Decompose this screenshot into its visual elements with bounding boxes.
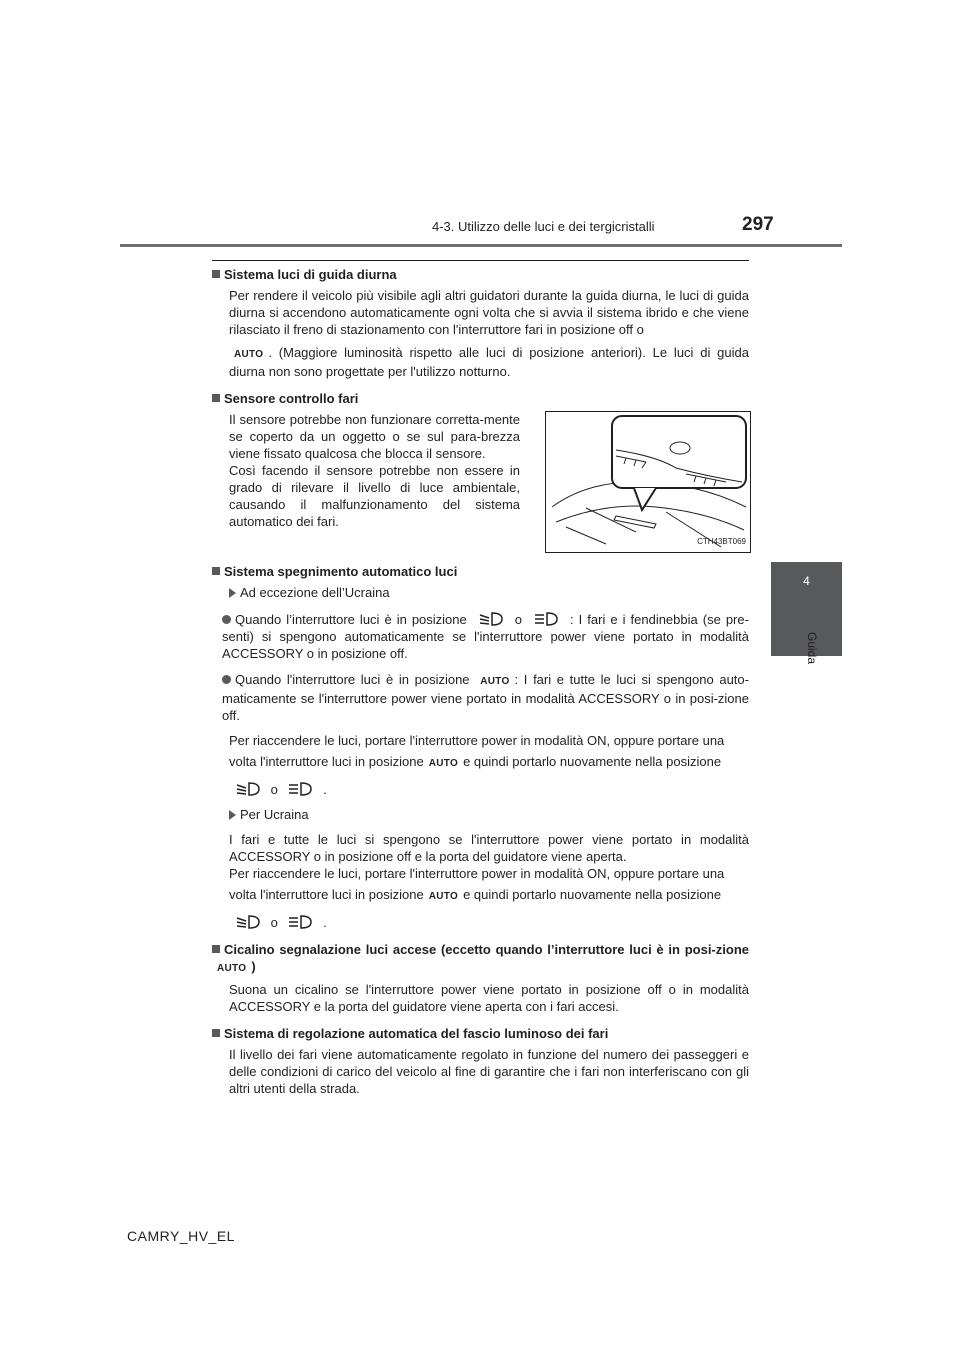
square-bullet-icon bbox=[212, 270, 220, 278]
paragraph: Per rendere il veicolo più visibile agli altri guidatori durante la guida diurna, le luci di guida diurna si accendono automaticamente ogni volta che si avvia il sistema ibrido e che viene rilasciato il freno di stazionamento con l'interruttore fari in posizione off o AUTO . (Maggiore luminosità rispetto alle luci di posizione anteriori). Le luci di guida diurna non sono progettate per l'utilizzo notturno. bbox=[229, 288, 749, 379]
auto-icon: AUTO bbox=[428, 891, 459, 902]
square-bullet-icon bbox=[212, 394, 220, 402]
section-title: Sistema luci di guida diurna bbox=[212, 266, 749, 283]
page-number: 297 bbox=[742, 214, 774, 235]
paragraph: Il livello dei fari viene automaticamente regolato in funzione del numero dei passeggeri e delle condizioni di carico del veicolo al fine di garantire che i fari non interferiscano con gli altri utenti della strada. bbox=[229, 1047, 749, 1096]
auto-icon: AUTO bbox=[234, 349, 264, 360]
paragraph: I fari e tutte le luci si spengono se l'interruttore power viene portato in modalità ACCESSORY o in posizione off e la porta del guidatore viene aperta. Per riaccendere le luci, portare l'interruttore power in modalità ON, oppure portare una volta l'interruttore luci in posizione AUTO e quindi portarlo nuovamente nella posizione o . bbox=[229, 832, 749, 930]
header-rule bbox=[120, 244, 842, 247]
footer-model-code: CAMRY_HV_EL bbox=[127, 1228, 235, 1244]
sensor-text: Il sensore potrebbe non funzionare corretta-mente se coperto da un oggetto o se sul para-brezza viene fissato qualcosa che blocca il sensore. Così facendo il sensore potrebbe non essere in grado di rilevare il livello di luce ambientale, causando il malfunzionamento del sistema automatico dei fari. bbox=[229, 412, 520, 529]
headlight-dipped-icon bbox=[476, 610, 506, 628]
auto-icon: AUTO bbox=[217, 963, 247, 974]
headlight-dipped-icon bbox=[233, 780, 263, 798]
auto-icon: AUTO bbox=[480, 676, 510, 687]
square-bullet-icon bbox=[212, 945, 220, 953]
headlight-main-icon bbox=[285, 913, 315, 931]
sensor-illustration bbox=[545, 411, 751, 553]
headlight-dipped-icon bbox=[233, 913, 263, 931]
chapter-label: Guida bbox=[805, 632, 819, 665]
bullet-item: Quando l'interruttore luci è in posizione AUTO : I fari e tutte le luci si spengono auto-maticamente se l'interruttore power viene portato in modalità ACCESSORY o in posi-zione off. bbox=[222, 672, 749, 723]
paragraph: Per riaccendere le luci, portare l'interruttore power in modalità ON, oppure portare una volta l'interruttore luci in posizione AUTO e quindi portarlo nuovamente nella posizione o . bbox=[229, 733, 725, 797]
round-bullet-icon bbox=[222, 615, 231, 624]
round-bullet-icon bbox=[222, 675, 231, 684]
bullet-item: Quando l’interruttore luci è in posizione o : I fari e i fendinebbia (se pre-senti) si spengono automaticamente se l'interruttore power viene portato in modalità ACCESSORY o in posizione off. bbox=[222, 612, 749, 661]
page-content bbox=[212, 266, 749, 1107]
section-leveling bbox=[212, 1025, 749, 1097]
triangle-bullet-icon bbox=[229, 810, 236, 820]
section-buzzer bbox=[212, 941, 749, 1015]
headlight-main-icon bbox=[285, 780, 315, 798]
chapter-label-wrap bbox=[795, 626, 825, 666]
header-section-title: 4-3. Utilizzo delle luci e dei tergicristalli bbox=[432, 219, 655, 234]
figure-code: CTH43BT069 bbox=[697, 537, 746, 546]
square-bullet-icon bbox=[212, 1029, 220, 1037]
section-title: Sensore controllo fari bbox=[212, 390, 749, 407]
section-drl bbox=[212, 266, 749, 380]
sensor-row bbox=[229, 411, 749, 553]
section-title: Cicalino segnalazione luci accese (eccetto quando l’interruttore luci è in posi-zioneAUTO ) bbox=[212, 941, 749, 977]
sub-heading: Per Ucraina bbox=[229, 806, 749, 823]
sub-heading: Ad eccezione dell’Ucraina bbox=[229, 584, 749, 601]
chapter-number: 4 bbox=[803, 574, 810, 588]
section-auto-off bbox=[212, 563, 749, 931]
section-title: Sistema spegnimento automatico luci bbox=[212, 563, 749, 580]
triangle-bullet-icon bbox=[229, 588, 236, 598]
paragraph: Suona un cicalino se l'interruttore power viene portato in posizione off o in modalità ACCESSORY e la porta del guidatore viene aperta con i fari accesi. bbox=[229, 982, 749, 1014]
square-bullet-icon bbox=[212, 567, 220, 575]
windshield-sensor-illustration bbox=[546, 412, 750, 552]
section-sensor bbox=[212, 390, 749, 553]
section-title: Sistema di regolazione automatica del fascio luminoso dei fari bbox=[212, 1025, 749, 1042]
auto-icon: AUTO bbox=[428, 758, 459, 769]
headlight-main-icon bbox=[531, 610, 561, 628]
content-rule bbox=[212, 260, 749, 261]
